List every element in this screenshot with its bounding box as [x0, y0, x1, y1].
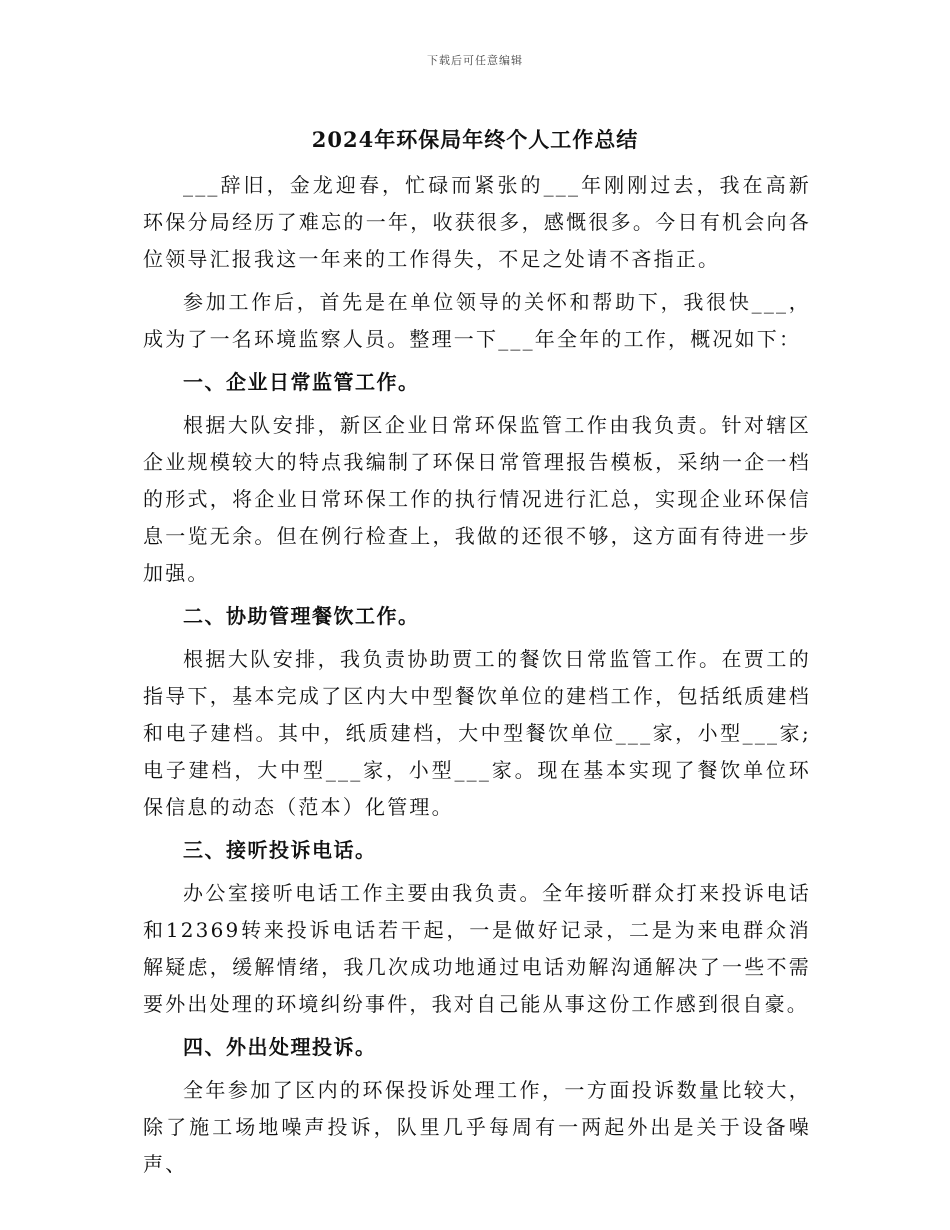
section-heading-3: 三、接听投诉电话。 [183, 838, 377, 862]
section-heading-2: 二、协助管理餐饮工作。 [183, 604, 420, 628]
section-heading-1: 一、企业日常监管工作。 [183, 370, 420, 394]
document-body [143, 167, 811, 1189]
header-note: 下载后可任意编辑 [427, 54, 523, 67]
document-title: 2024年环保局年终个人工作总结 [311, 127, 639, 152]
section-heading-4: 四、外出处理投诉。 [183, 1035, 377, 1059]
paragraph-section-3: 办公室接听电话工作主要由我负责。全年接听群众打来投诉电话和12369转来投诉电话若干起，一是做好记录，二是为来电群众消解疑虑，缓解情绪，我几次成功地通过电话劝解沟通解决了一些不需要外出处理的环境纠纷事件，我对自己能从事这份工作感到很自豪。 [143, 881, 811, 1016]
paragraph-intro: ___辞旧，金龙迎春，忙碌而紧张的___年刚刚过去，我在高新环保分局经历了难忘的一年，收获很多，感慨很多。今日有机会向各位领导汇报我这一年来的工作得失，不足之处请不吝指正。 [143, 173, 811, 271]
paragraph-section-4: 全年参加了区内的环保投诉处理工作，一方面投诉数量比较大，除了施工场地噪声投诉，队里几乎每周有一两起外出是关于设备噪声、 [143, 1078, 811, 1176]
paragraph-section-2: 根据大队安排，我负责协助贾工的餐饮日常监管工作。在贾工的指导下，基本完成了区内大中型餐饮单位的建档工作，包括纸质建档和电子建档。其中，纸质建档，大中型餐饮单位___家，小型___家;电子建档，大中型___家，小型___家。现在基本实现了餐饮单位环保信息的动态（范本）化管理。 [143, 647, 811, 819]
paragraph-section-1: 根据大队安排，新区企业日常环保监管工作由我负责。针对辖区企业规模较大的特点我编制了环保日常管理报告模板，采纳一企一档的形式，将企业日常环保工作的执行情况进行汇总，实现企业环保信息一览无余。但在例行检查上，我做的还很不够，这方面有待进一步加强。 [143, 413, 811, 585]
paragraph-overview: 参加工作后，首先是在单位领导的关怀和帮助下，我很快___，成为了一名环境监察人员。整理一下___年全年的工作，概况如下： [143, 290, 811, 351]
